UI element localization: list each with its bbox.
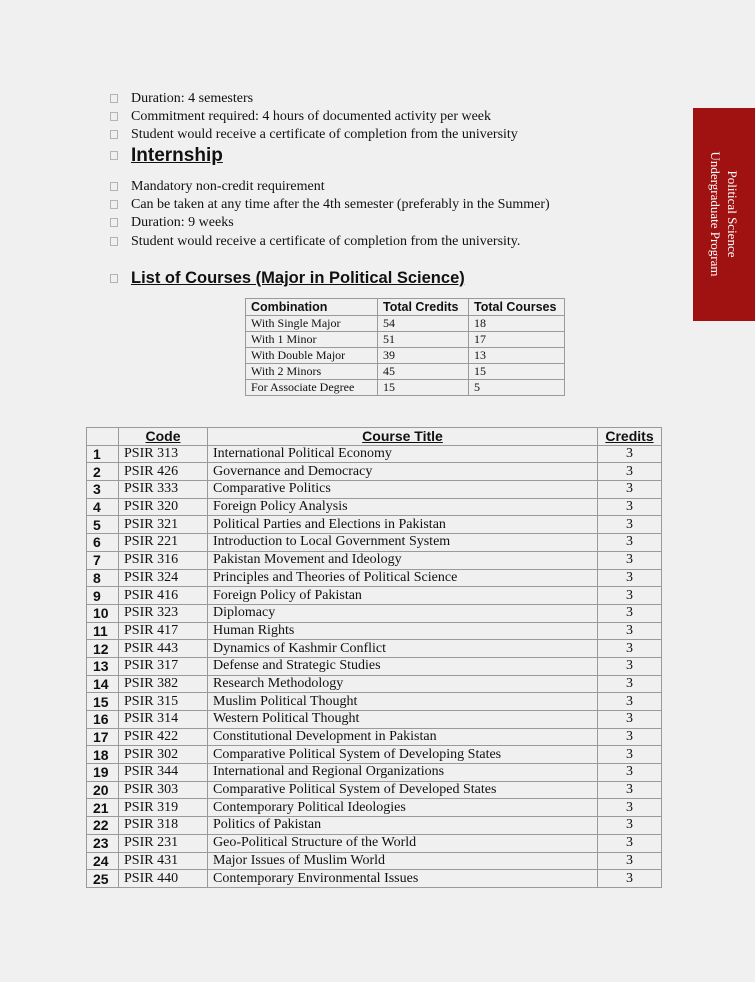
- table-cell: 3: [598, 834, 662, 852]
- column-header: Course Title: [208, 428, 598, 446]
- table-cell: 23: [87, 834, 119, 852]
- table-cell: 24: [87, 852, 119, 870]
- table-cell: International Political Economy: [208, 445, 598, 463]
- table-cell: 18: [87, 746, 119, 764]
- course-table: [86, 427, 662, 888]
- table-row: [246, 364, 565, 380]
- table-cell: PSIR 382: [119, 675, 208, 693]
- table-row: [87, 551, 662, 569]
- table-cell: 1: [87, 445, 119, 463]
- table-cell: Defense and Strategic Studies: [208, 657, 598, 675]
- table-cell: 3: [598, 463, 662, 481]
- table-cell: Human Rights: [208, 622, 598, 640]
- table-cell: 6: [87, 534, 119, 552]
- table-cell: 3: [598, 604, 662, 622]
- table-cell: 3: [598, 799, 662, 817]
- table-cell: 3: [598, 516, 662, 534]
- column-header: Combination: [246, 299, 378, 316]
- table-cell: 51: [378, 332, 469, 348]
- table-cell: 15: [87, 693, 119, 711]
- table-cell: 20: [87, 781, 119, 799]
- table-row: [87, 481, 662, 499]
- table-row: [87, 587, 662, 605]
- table-cell: Dynamics of Kashmir Conflict: [208, 640, 598, 658]
- certificate-list: [110, 90, 518, 145]
- side-tab: [693, 108, 755, 321]
- table-cell: 16: [87, 711, 119, 729]
- table-cell: Muslim Political Thought: [208, 693, 598, 711]
- table-cell: PSIR 416: [119, 587, 208, 605]
- table-cell: With 2 Minors: [246, 364, 378, 380]
- table-cell: For Associate Degree: [246, 380, 378, 396]
- table-row: [87, 534, 662, 552]
- list-item: Student would receive a certificate of completion from the university.: [110, 233, 550, 251]
- table-row: [246, 380, 565, 396]
- table-row: [87, 463, 662, 481]
- table-cell: 54: [378, 316, 469, 332]
- table-cell: PSIR 315: [119, 693, 208, 711]
- table-row: [87, 516, 662, 534]
- table-cell: 17: [469, 332, 565, 348]
- table-cell: 13: [469, 348, 565, 364]
- list-item: Commitment required: 4 hours of documented activity per week: [110, 108, 518, 126]
- table-cell: PSIR 443: [119, 640, 208, 658]
- table-row: [87, 781, 662, 799]
- table-cell: PSIR 317: [119, 657, 208, 675]
- table-cell: 5: [469, 380, 565, 396]
- table-cell: With Double Major: [246, 348, 378, 364]
- table-cell: 3: [598, 728, 662, 746]
- table-cell: Diplomacy: [208, 604, 598, 622]
- table-row: [87, 604, 662, 622]
- table-cell: PSIR 231: [119, 834, 208, 852]
- table-cell: 14: [87, 675, 119, 693]
- table-cell: PSIR 221: [119, 534, 208, 552]
- internship-list: [110, 178, 550, 251]
- table-cell: 15: [469, 364, 565, 380]
- table-cell: PSIR 417: [119, 622, 208, 640]
- table-cell: 3: [598, 764, 662, 782]
- table-cell: With 1 Minor: [246, 332, 378, 348]
- table-cell: Comparative Political System of Developed States: [208, 781, 598, 799]
- table-cell: Comparative Political System of Developing States: [208, 746, 598, 764]
- table-cell: PSIR 344: [119, 764, 208, 782]
- table-cell: 22: [87, 817, 119, 835]
- table-cell: PSIR 422: [119, 728, 208, 746]
- table-cell: PSIR 303: [119, 781, 208, 799]
- table-cell: 45: [378, 364, 469, 380]
- table-row: [87, 498, 662, 516]
- list-item: Duration: 9 weeks: [110, 214, 550, 232]
- table-cell: 11: [87, 622, 119, 640]
- table-cell: 21: [87, 799, 119, 817]
- table-cell: PSIR 440: [119, 870, 208, 888]
- column-header: Credits: [598, 428, 662, 446]
- table-cell: PSIR 318: [119, 817, 208, 835]
- table-row: [87, 675, 662, 693]
- column-header: Code: [119, 428, 208, 446]
- table-cell: 3: [598, 622, 662, 640]
- table-cell: 3: [598, 640, 662, 658]
- bullet-box-icon: [110, 237, 118, 246]
- table-cell: 3: [598, 657, 662, 675]
- table-cell: Politics of Pakistan: [208, 817, 598, 835]
- table-cell: Western Political Thought: [208, 711, 598, 729]
- table-cell: 3: [598, 711, 662, 729]
- table-cell: 8: [87, 569, 119, 587]
- table-row: [87, 711, 662, 729]
- table-cell: 17: [87, 728, 119, 746]
- table-row: [87, 834, 662, 852]
- table-cell: 3: [598, 781, 662, 799]
- table-cell: 25: [87, 870, 119, 888]
- table-cell: Contemporary Environmental Issues: [208, 870, 598, 888]
- table-row: [87, 799, 662, 817]
- table-cell: PSIR 333: [119, 481, 208, 499]
- table-cell: PSIR 323: [119, 604, 208, 622]
- table-cell: 19: [87, 764, 119, 782]
- bullet-box-icon: [110, 218, 118, 227]
- table-cell: 3: [598, 445, 662, 463]
- table-cell: Pakistan Movement and Ideology: [208, 551, 598, 569]
- bullet-box-icon: [110, 112, 118, 121]
- table-row: [87, 817, 662, 835]
- table-cell: 3: [598, 675, 662, 693]
- table-row: [246, 316, 565, 332]
- bullet-box-icon: [110, 151, 118, 160]
- table-cell: 12: [87, 640, 119, 658]
- table-cell: Contemporary Political Ideologies: [208, 799, 598, 817]
- table-cell: Principles and Theories of Political Science: [208, 569, 598, 587]
- table-row: [87, 728, 662, 746]
- side-tab-line1: Political Science: [725, 170, 740, 258]
- table-row: [87, 640, 662, 658]
- table-cell: 18: [469, 316, 565, 332]
- table-row: [87, 622, 662, 640]
- table-cell: 3: [598, 746, 662, 764]
- table-cell: Comparative Politics: [208, 481, 598, 499]
- table-cell: 4: [87, 498, 119, 516]
- table-cell: PSIR 313: [119, 445, 208, 463]
- table-cell: Major Issues of Muslim World: [208, 852, 598, 870]
- table-row: [246, 332, 565, 348]
- column-header: Total Courses: [469, 299, 565, 316]
- table-cell: 15: [378, 380, 469, 396]
- column-header: Total Credits: [378, 299, 469, 316]
- list-item: Duration: 4 semesters: [110, 90, 518, 108]
- table-cell: 5: [87, 516, 119, 534]
- courses-heading: List of Courses (Major in Political Science): [110, 269, 465, 288]
- table-cell: Research Methodology: [208, 675, 598, 693]
- table-cell: 3: [598, 569, 662, 587]
- table-row: [87, 852, 662, 870]
- side-tab-text: [707, 109, 741, 319]
- table-cell: 3: [598, 870, 662, 888]
- list-item: Can be taken at any time after the 4th semester (preferably in the Summer): [110, 196, 550, 214]
- table-cell: 3: [598, 551, 662, 569]
- table-cell: 3: [87, 481, 119, 499]
- table-cell: PSIR 320: [119, 498, 208, 516]
- table-cell: 3: [598, 481, 662, 499]
- table-cell: 3: [598, 534, 662, 552]
- table-cell: Foreign Policy Analysis: [208, 498, 598, 516]
- table-cell: 10: [87, 604, 119, 622]
- table-row: [87, 569, 662, 587]
- table-cell: PSIR 302: [119, 746, 208, 764]
- table-row: [87, 870, 662, 888]
- bullet-box-icon: [110, 274, 118, 283]
- table-cell: Governance and Democracy: [208, 463, 598, 481]
- table-cell: PSIR 324: [119, 569, 208, 587]
- table-row: [87, 764, 662, 782]
- table-cell: 9: [87, 587, 119, 605]
- list-item: Mandatory non-credit requirement: [110, 178, 550, 196]
- table-row: [246, 348, 565, 364]
- table-cell: 39: [378, 348, 469, 364]
- internship-heading: Internship: [110, 145, 223, 167]
- bullet-box-icon: [110, 130, 118, 139]
- table-cell: Constitutional Development in Pakistan: [208, 728, 598, 746]
- table-cell: 3: [598, 852, 662, 870]
- table-cell: Foreign Policy of Pakistan: [208, 587, 598, 605]
- table-cell: Introduction to Local Government System: [208, 534, 598, 552]
- table-cell: 3: [598, 498, 662, 516]
- column-header: [87, 428, 119, 446]
- bullet-box-icon: [110, 200, 118, 209]
- table-row: [87, 445, 662, 463]
- table-cell: 7: [87, 551, 119, 569]
- table-cell: With Single Major: [246, 316, 378, 332]
- side-tab-line2: Undergraduate Program: [708, 151, 723, 277]
- table-cell: PSIR 319: [119, 799, 208, 817]
- list-item: Student would receive a certificate of completion from the university: [110, 126, 518, 144]
- table-row: [87, 693, 662, 711]
- table-cell: 3: [598, 817, 662, 835]
- table-cell: PSIR 321: [119, 516, 208, 534]
- bullet-box-icon: [110, 182, 118, 191]
- combination-table: [245, 298, 565, 396]
- table-cell: Political Parties and Elections in Pakistan: [208, 516, 598, 534]
- bullet-box-icon: [110, 94, 118, 103]
- table-cell: 13: [87, 657, 119, 675]
- table-row: [87, 657, 662, 675]
- table-cell: PSIR 314: [119, 711, 208, 729]
- table-cell: Geo-Political Structure of the World: [208, 834, 598, 852]
- table-cell: PSIR 426: [119, 463, 208, 481]
- table-cell: 3: [598, 693, 662, 711]
- table-cell: International and Regional Organizations: [208, 764, 598, 782]
- table-cell: 3: [598, 587, 662, 605]
- table-cell: PSIR 316: [119, 551, 208, 569]
- table-row: [87, 746, 662, 764]
- table-cell: PSIR 431: [119, 852, 208, 870]
- table-cell: 2: [87, 463, 119, 481]
